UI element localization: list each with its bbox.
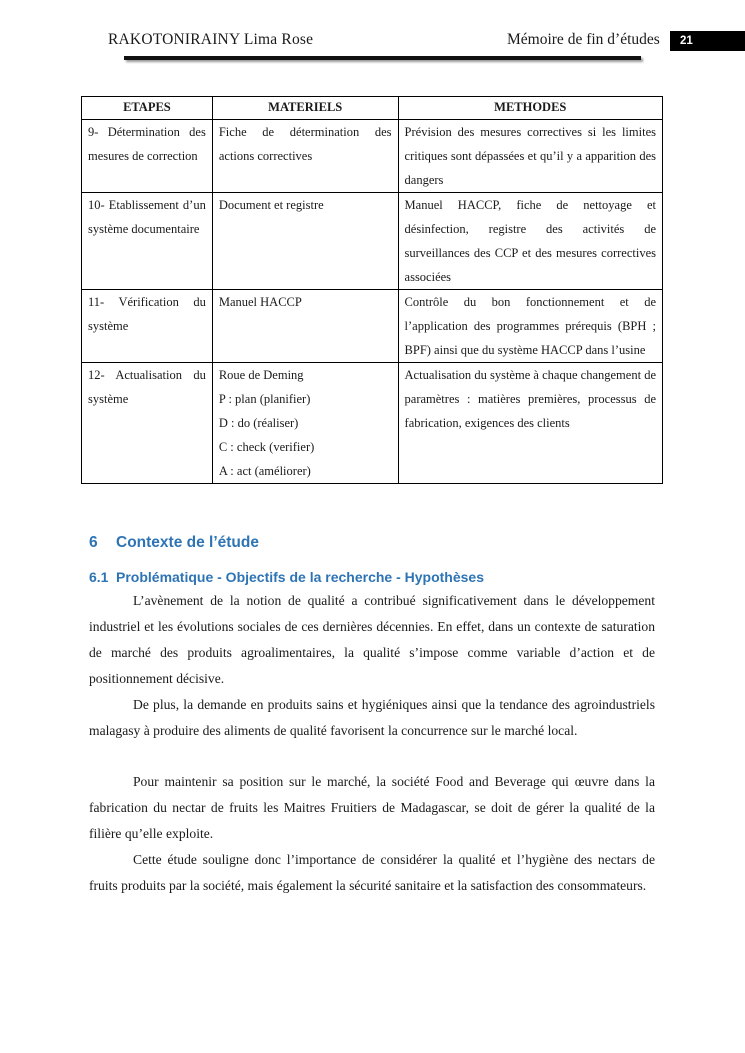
table-row	[82, 193, 663, 290]
header-author: RAKOTONIRAINY Lima Rose	[108, 31, 314, 48]
table-cell-materiels: Document et registre	[212, 193, 398, 290]
column-header-methodes: METHODES	[398, 97, 662, 120]
table-cell-etape: 12- Actualisation du système	[82, 363, 213, 484]
table-cell-materiels: Manuel HACCP	[212, 290, 398, 363]
paragraph-text: Cette étude souligne donc l’importance de considérer la qualité et l’hygiène des nectars de fruits produits par la société, mais également la sécurité sanitaire et la satisfaction des consommateurs.	[89, 852, 655, 893]
deming-check: C : check (verifier)	[218, 440, 315, 454]
table-header-row	[82, 97, 663, 120]
paragraph	[89, 588, 655, 692]
paragraph-text: De plus, la demande en produits sains et hygiéniques ainsi que la tendance des agroindustriels malagasy à produire des aliments de qualité favorisent la concurrence sur le marché local.	[89, 697, 655, 738]
table-cell-methodes: Contrôle du bon fonctionnement et de l’application des programmes prérequis (BPH ; BPF) ainsi que du système HACCP dans l’usine	[398, 290, 662, 363]
paragraph-text: Pour maintenir sa position sur le marché, la société Food and Beverage qui œuvre dans la fabrication du nectar de fruits les Maitres Fruitiers de Madagascar, se doit de gérer la qualité de la filière qu’elle exploite.	[89, 774, 655, 841]
table-cell-methodes: Actualisation du système à chaque changement de paramètres : matières premières, processus de fabrication, exigences des clients	[398, 363, 662, 484]
haccp-steps-table	[81, 96, 663, 484]
header-divider	[124, 56, 641, 60]
deming-plan: P : plan (planifier)	[218, 392, 311, 406]
table-row	[82, 120, 663, 193]
table-cell-etape: 11- Vérification du système	[82, 290, 213, 363]
paragraph	[89, 769, 655, 847]
table-row	[82, 290, 663, 363]
subsection-heading	[89, 569, 484, 585]
table-cell-materiels: Fiche de détermination des actions correctives	[212, 120, 398, 193]
deming-title: Roue de Deming	[218, 368, 304, 382]
table-cell-etape: 9- Détermination des mesures de correction	[82, 120, 213, 193]
page-number: 21	[670, 31, 745, 51]
subsection-title: Problématique - Objectifs de la recherche - Hypothèses	[116, 569, 484, 585]
subsection-number: 6.1	[89, 569, 109, 585]
table-cell-etape: 10- Etablissement d’un système documentaire	[82, 193, 213, 290]
deming-do: D : do (réaliser)	[218, 416, 299, 430]
header-document-title: Mémoire de fin d’études	[507, 31, 660, 48]
table-cell-materiels	[212, 363, 398, 484]
section-number: 6	[89, 534, 98, 551]
deming-act: A : act (améliorer)	[218, 464, 311, 478]
column-header-etapes: ETAPES	[82, 97, 213, 120]
section-heading	[89, 534, 259, 552]
column-header-materiels: MATERIELS	[212, 97, 398, 120]
table-cell-methodes: Manuel HACCP, fiche de nettoyage et désinfection, registre des activités de surveillances des CCP et des mesures correctives associées	[398, 193, 662, 290]
paragraph-text: L’avènement de la notion de qualité a contribué significativement dans le développement industriel et les évolutions sociales de ces dernières décennies. En effet, dans un contexte de saturation de marché des produits agroalimentaires, la qualité s’impose comme variable d’action et de positionnement décisive.	[89, 593, 655, 686]
table-cell-methodes: Prévision des mesures correctives si les limites critiques sont dépassées et qu’il y a apparition des dangers	[398, 120, 662, 193]
section-title: Contexte de l’étude	[116, 534, 259, 551]
paragraph	[89, 692, 655, 744]
paragraph	[89, 847, 655, 899]
table-row	[82, 363, 663, 484]
